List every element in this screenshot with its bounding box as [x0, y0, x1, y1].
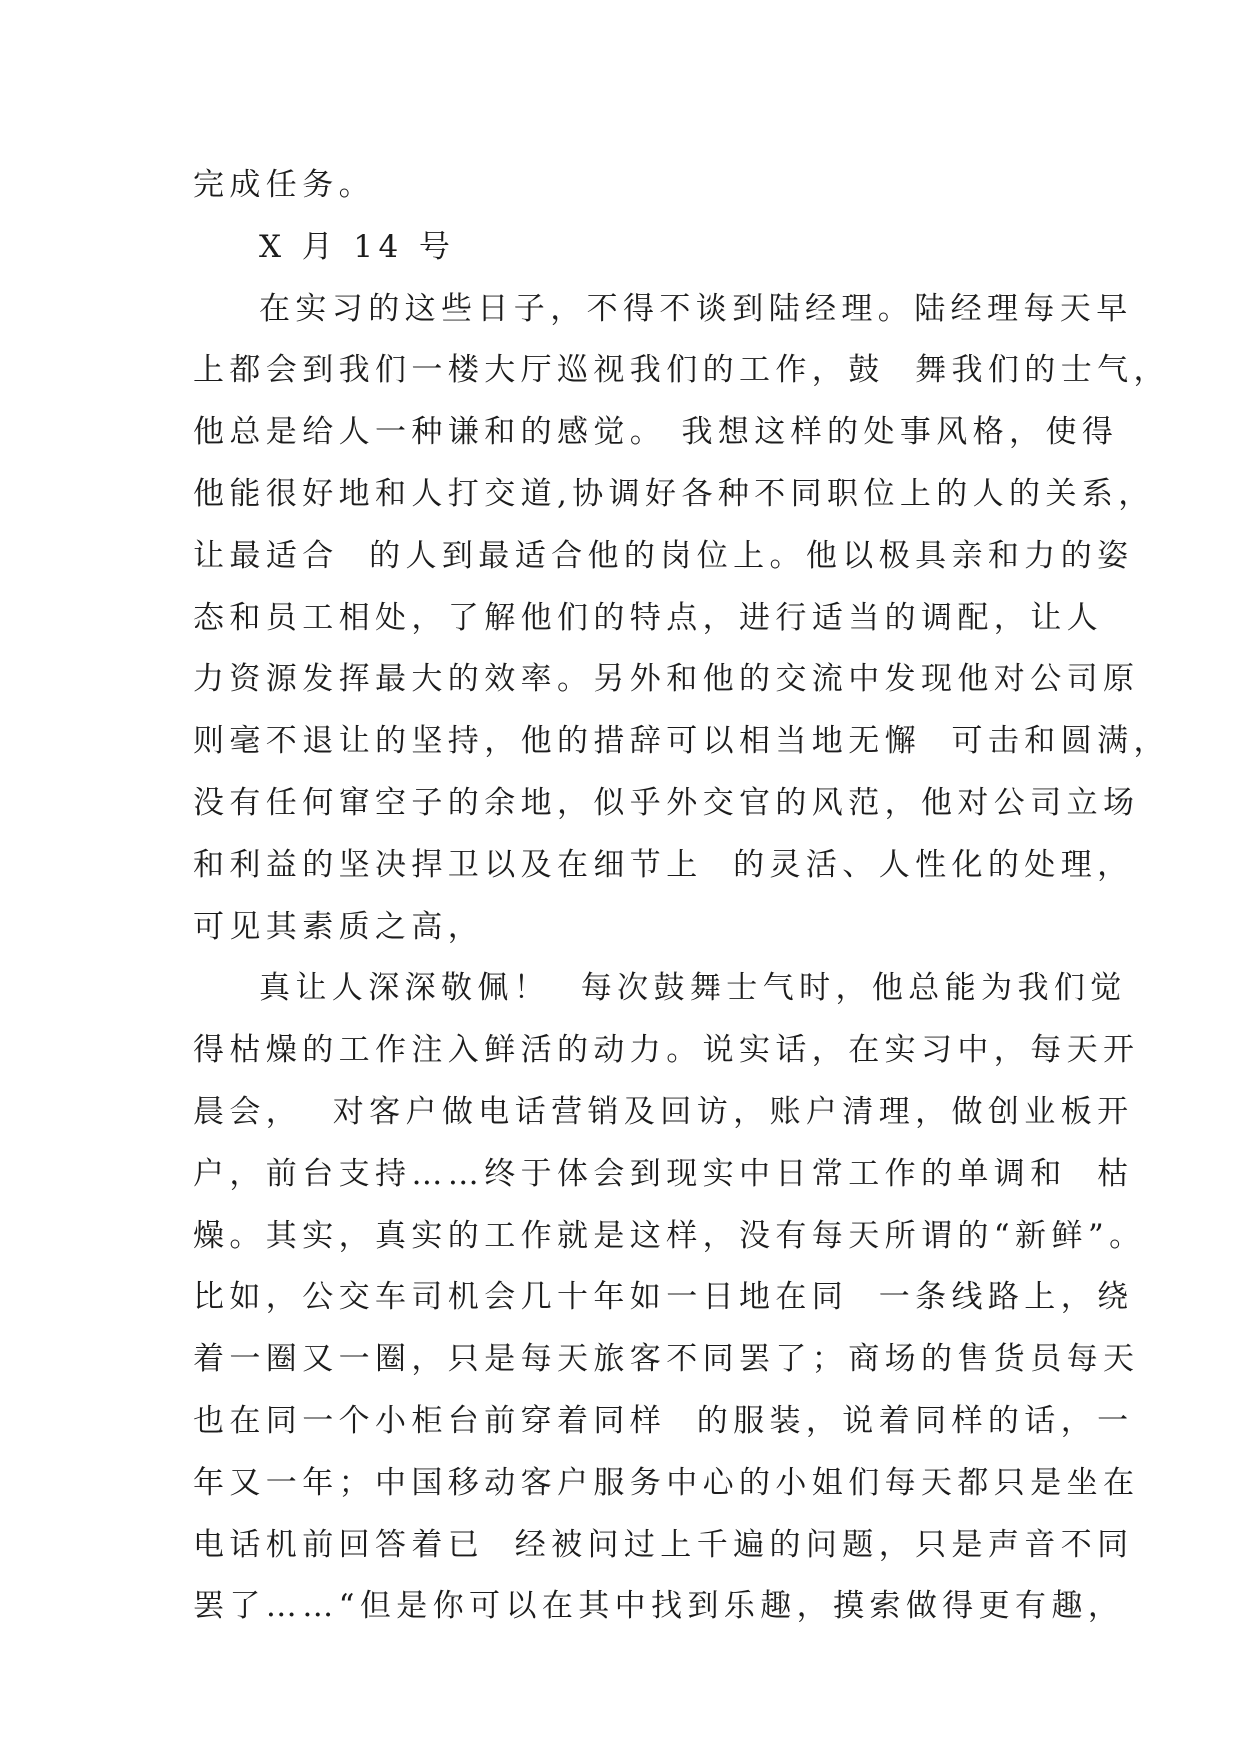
text-line: 户，前台支持……终于体会到现实中日常工作的单调和 枯 [193, 1155, 1134, 1192]
text-line: 完成任务。 [193, 167, 375, 203]
text-line: 罢了……“但是你可以在其中找到乐趣，摸索做得更有趣， [193, 1588, 1125, 1625]
paragraph-start: 真让人深深敬佩！ 每次鼓舞士气时，他总能为我们觉 [259, 970, 1127, 1007]
text-line: 他总是给人一种谦和的感觉。 我想这样的处事风格，使得 [193, 414, 1119, 451]
text-line: 也在同一个小柜台前穿着同样 的服装，说着同样的话，一 [193, 1402, 1134, 1439]
text-line: 上都会到我们一楼大厅巡视我们的工作，鼓 舞我们的士气， [193, 352, 1170, 389]
text-line: 可见其素质之高， [193, 908, 485, 945]
text-line: 和利益的坚决捍卫以及在细节上 的灵活、人性化的处理， [193, 846, 1134, 883]
text-line: 力资源发挥最大的效率。另外和他的交流中发现他对公司原 [193, 661, 1140, 698]
text-line: 没有任何窜空子的余地，似乎外交官的风范，他对公司立场 [193, 784, 1140, 821]
text-line: 他能很好地和人打交道,协调好各种不同职位上的人的关系， [193, 475, 1155, 512]
paragraph-start: 在实习的这些日子，不得不谈到陆经理。陆经理每天早 [259, 290, 1133, 327]
text-line: 则毫不退让的坚持，他的措辞可以相当地无懈 可击和圆满， [193, 723, 1170, 760]
body-text [193, 155, 1170, 1638]
text-line: 电话机前回答着已 经被问过上千遍的问题，只是声音不同 [193, 1526, 1134, 1563]
text-line: 比如，公交车司机会几十年如一日地在同 一条线路上，绕 [193, 1279, 1134, 1316]
text-line: 燥。其实，真实的工作就是这样，没有每天所谓的“新鲜”。 [193, 1217, 1146, 1254]
text-line: 让最适合 的人到最适合他的岗位上。他以极具亲和力的姿 [193, 537, 1134, 574]
date-heading: X 月 14 号 [259, 228, 456, 265]
text-line: 晨会， 对客户做电话营销及回访，账户清理，做创业板开 [193, 1093, 1134, 1130]
text-line: 着一圈又一圈，只是每天旅客不同罢了；商场的售货员每天 [193, 1341, 1140, 1378]
text-line: 态和员工相处，了解他们的特点，进行适当的调配，让人 [193, 599, 1103, 636]
text-line: 年又一年；中国移动客户服务中心的小姐们每天都只是坐在 [193, 1464, 1140, 1501]
text-line: 得枯燥的工作注入鲜活的动力。说实话，在实习中，每天开 [193, 1032, 1140, 1069]
